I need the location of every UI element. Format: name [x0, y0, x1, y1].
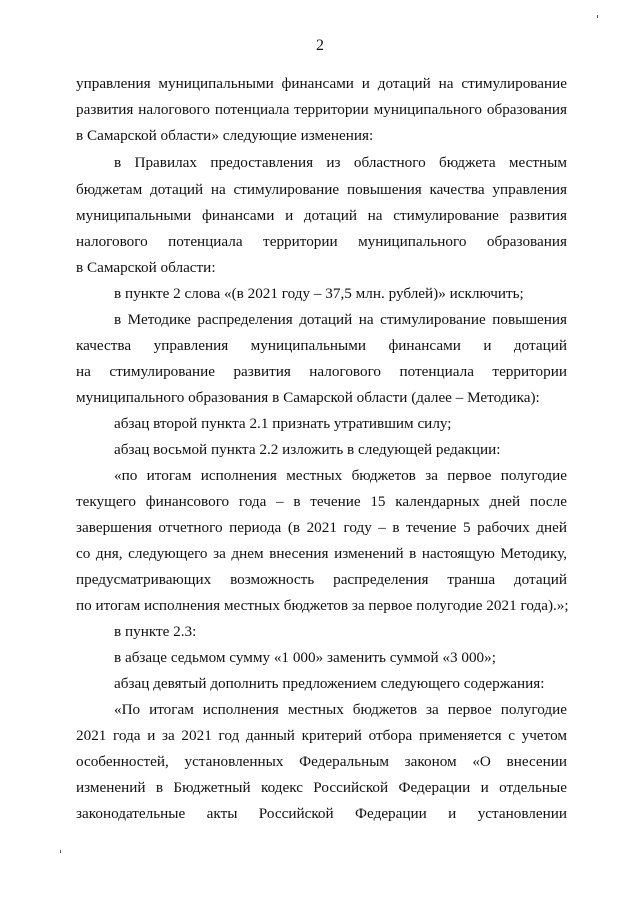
paragraph-line: в абзаце седьмом сумму «1 000» заменить суммой «3 000»;	[114, 649, 496, 666]
paragraph-line: завершения отчетного периода (в 2021 году – в течение 5 рабочих дней	[76, 519, 567, 536]
paragraph-line: 2021 года и за 2021 год данный критерий отбора применяется с учетом	[76, 727, 567, 744]
paragraph-line: на стимулирование развития налогового потенциала территории	[76, 363, 567, 380]
paragraph-line: абзац девятый дополнить предложением следующего содержания:	[114, 675, 545, 692]
paragraph-line: налогового потенциала территории муниципального образования	[76, 233, 567, 250]
paragraph-line: абзац второй пункта 2.1 признать утратившим силу;	[114, 415, 452, 432]
scan-speck	[597, 15, 598, 18]
paragraph-line: изменений в Бюджетный кодекс Российской Федерации и отдельные	[76, 779, 567, 796]
paragraph-line: предусматривающих возможность распределения транша дотаций	[76, 571, 567, 588]
paragraph-line: «По итогам исполнения местных бюджетов за первое полугодие	[114, 701, 567, 718]
paragraph-line: качества управления муниципальными финансами и дотаций	[76, 337, 567, 354]
paragraph-line: в Методике распределения дотаций на стимулирование повышения	[114, 311, 567, 328]
paragraph-line: «по итогам исполнения местных бюджетов за первое полугодие	[114, 467, 567, 484]
paragraph-line: особенностей, установленных Федеральным законом «О внесении	[76, 753, 567, 770]
paragraph-line: в пункте 2.3:	[114, 623, 197, 640]
paragraph-line: в Самарской области» следующие изменения:	[76, 127, 374, 144]
page-number: 2	[316, 37, 324, 54]
paragraph-line: бюджетам дотаций на стимулирование повышения качества управления	[76, 181, 567, 198]
paragraph-line: в Самарской области:	[76, 259, 216, 276]
paragraph-line: в Правилах предоставления из областного бюджета местным	[114, 154, 567, 171]
paragraph-line: законодательные акты Российской Федерации и установлении	[76, 805, 567, 822]
paragraph-line: со дня, следующего за днем внесения изменений в настоящую Методику,	[76, 545, 567, 562]
paragraph-line: муниципального образования в Самарской области (далее – Методика):	[76, 389, 540, 406]
paragraph-line: текущего финансового года – в течение 15 календарных дней после	[76, 493, 567, 510]
paragraph-line: управления муниципальными финансами и дотаций на стимулирование	[76, 75, 567, 92]
paragraph-line: абзац восьмой пункта 2.2 изложить в следующей редакции:	[114, 441, 501, 458]
scan-speck	[60, 850, 61, 853]
paragraph-line: в пункте 2 слова «(в 2021 году – 37,5 млн. рублей)» исключить;	[114, 285, 524, 302]
paragraph-line: развития налогового потенциала территории муниципального образования	[76, 101, 567, 118]
paragraph-line: по итогам исполнения местных бюджетов за первое полугодие 2021 года).»;	[76, 597, 569, 614]
paragraph-line: муниципальными финансами и дотаций на стимулирование развития	[76, 207, 567, 224]
